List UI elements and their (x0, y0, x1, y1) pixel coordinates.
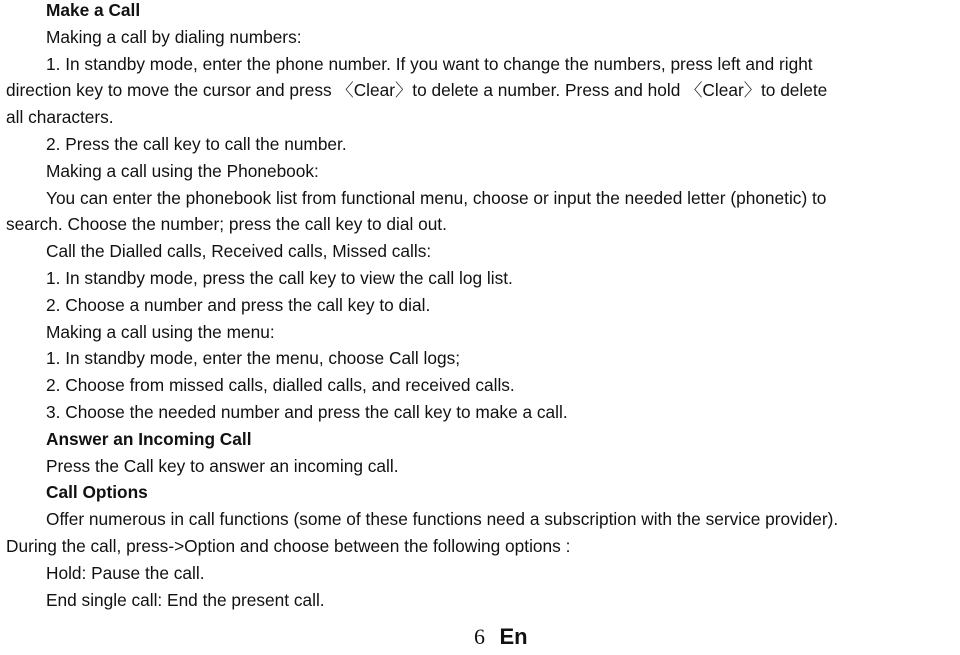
dialing-title: Making a call by dialing numbers: (46, 27, 302, 47)
dialing-step-1-cont: direction key to move the cursor and press 〈Clear〉to delete a number. Press and hold 〈Clear〉to delete (6, 80, 828, 100)
page-number: 6 (474, 624, 485, 649)
menu-call-title: Making a call using the menu: (46, 322, 275, 342)
menu-call-step-2: 2. Choose from missed calls, dialled calls, and received calls. (46, 375, 515, 395)
call-options-text-cont: During the call, press->Option and choose between the following options : (6, 536, 571, 556)
page-footer (474, 622, 528, 655)
call-logs-step-2: 2. Choose a number and press the call key to dial. (46, 295, 431, 315)
call-logs-title: Call the Dialled calls, Received calls, Missed calls: (46, 241, 432, 261)
language-label: En (499, 624, 528, 649)
dialing-step-2: 2. Press the call key to call the number. (46, 134, 347, 154)
hold-option: Hold: Pause the call. (46, 563, 205, 583)
answer-call-heading: Answer an Incoming Call (46, 429, 252, 449)
phonebook-text-cont: search. Choose the number; press the call key to dial out. (6, 214, 447, 234)
menu-call-step-1: 1. In standby mode, enter the menu, choose Call logs; (46, 348, 461, 368)
call-logs-step-1: 1. In standby mode, press the call key to view the call log list. (46, 268, 513, 288)
dialing-step-1-cont-2: all characters. (6, 107, 114, 127)
dialing-step-1: 1. In standby mode, enter the phone number. If you want to change the numbers, press left and right (46, 54, 813, 74)
phonebook-text: You can enter the phonebook list from functional menu, choose or input the needed letter (phonetic) to (46, 188, 827, 208)
call-options-heading: Call Options (46, 482, 148, 502)
make-call-heading: Make a Call (46, 0, 141, 20)
answer-call-text: Press the Call key to answer an incoming call. (46, 456, 399, 476)
menu-call-step-3: 3. Choose the needed number and press the call key to make a call. (46, 402, 568, 422)
phonebook-title: Making a call using the Phonebook: (46, 161, 319, 181)
end-single-call-option: End single call: End the present call. (46, 590, 325, 610)
call-options-text: Offer numerous in call functions (some of these functions need a subscription with the service provider). (46, 509, 839, 529)
